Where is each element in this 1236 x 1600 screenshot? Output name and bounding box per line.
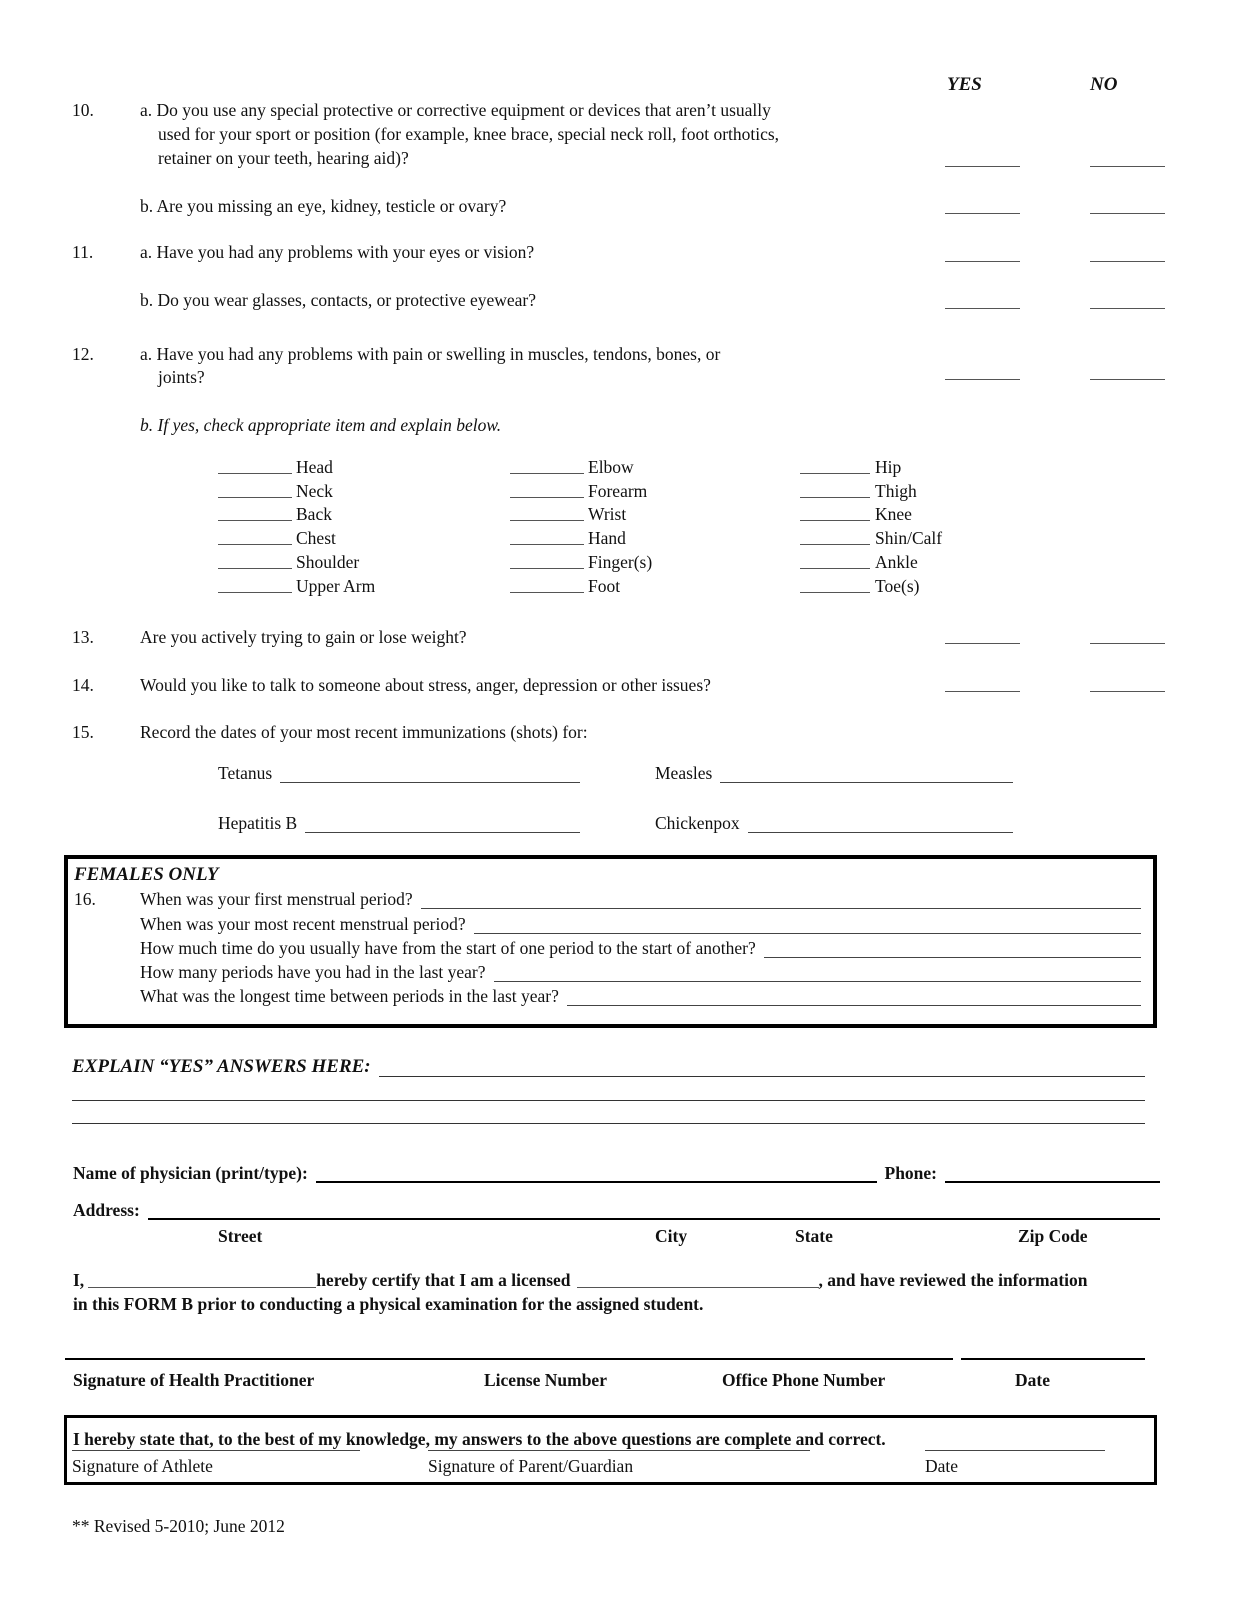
chickenpox-label: Chickenpox	[655, 813, 740, 833]
q16-longest-gap-text: What was the longest time between periods in the last year?	[140, 986, 559, 1006]
physician-row	[73, 1163, 1160, 1183]
q16-number: 16.	[74, 889, 96, 909]
q11b-yes-blank[interactable]	[945, 308, 1020, 309]
q12a-text-line1: a. Have you had any problems with pain or swelling in muscles, tendons, bones, or	[140, 344, 721, 364]
practitioner-date-line[interactable]	[961, 1358, 1145, 1360]
bodypart-knee-blank[interactable]	[800, 520, 870, 521]
bodypart-hip-blank[interactable]	[800, 473, 870, 474]
address-label: Address:	[73, 1200, 140, 1220]
q14-no-blank[interactable]	[1090, 691, 1165, 692]
bodypart-shoulder-label: Shoulder	[296, 552, 360, 572]
measles-label: Measles	[655, 763, 713, 783]
athlete-date-label: Date	[925, 1456, 959, 1476]
tetanus-date-line[interactable]	[280, 763, 580, 783]
q14-number: 14.	[72, 675, 94, 695]
measles-row	[655, 763, 1013, 783]
bodypart-foot-label: Foot	[588, 576, 621, 596]
chickenpox-row	[655, 813, 1013, 833]
q10a-yes-blank[interactable]	[945, 166, 1020, 167]
bodypart-thigh-blank[interactable]	[800, 497, 870, 498]
q14-yes-blank[interactable]	[945, 691, 1020, 692]
state-label: State	[795, 1226, 833, 1246]
bodypart-back-blank[interactable]	[218, 520, 292, 521]
q16-row-2	[140, 914, 1141, 934]
explain-yes-row	[72, 1057, 1145, 1077]
q16-row-5	[140, 986, 1141, 1006]
bodypart-shincalf-blank[interactable]	[800, 544, 870, 545]
bodypart-toes-label: Toe(s)	[875, 576, 920, 596]
certify-text-part2: hereby certify that I am a licensed	[316, 1270, 571, 1290]
bodypart-hand-blank[interactable]	[510, 544, 584, 545]
q10a-text-line2: used for your sport or position (for example, knee brace, special neck roll, foot orthotics,	[158, 124, 780, 144]
q13-no-blank[interactable]	[1090, 643, 1165, 644]
parent-signature-line[interactable]	[428, 1450, 810, 1451]
q11a-yes-blank[interactable]	[945, 261, 1020, 262]
bodypart-back-label: Back	[296, 504, 332, 524]
zip-code-label: Zip Code	[1018, 1226, 1088, 1246]
bodypart-ankle-blank[interactable]	[800, 568, 870, 569]
q16-row-3	[140, 938, 1141, 958]
bodypart-forearm-blank[interactable]	[510, 497, 584, 498]
tetanus-label: Tetanus	[218, 763, 273, 783]
street-label: Street	[218, 1226, 263, 1246]
certify-row	[73, 1270, 1088, 1290]
yes-column-header: YES	[947, 74, 982, 95]
q11a-text: a. Have you had any problems with your eyes or vision?	[140, 242, 535, 262]
address-line[interactable]	[148, 1200, 1160, 1220]
q10b-text: b. Are you missing an eye, kidney, testicle or ovary?	[140, 196, 507, 216]
q13-number: 13.	[72, 627, 94, 647]
q10a-no-blank[interactable]	[1090, 166, 1165, 167]
females-only-title: FEMALES ONLY	[74, 864, 219, 885]
license-number-label: License Number	[484, 1370, 607, 1390]
q12a-text-line2: joints?	[158, 367, 205, 387]
q16-row-4	[140, 962, 1141, 982]
q11-number: 11.	[72, 242, 94, 262]
athlete-signature-line[interactable]	[72, 1450, 360, 1451]
bodypart-fingers-label: Finger(s)	[588, 552, 653, 572]
physician-name-label: Name of physician (print/type):	[73, 1163, 308, 1183]
athlete-statement-box	[64, 1415, 1157, 1485]
hepatitis-b-label: Hepatitis B	[218, 813, 298, 833]
bodypart-neck-blank[interactable]	[218, 497, 292, 498]
bodypart-neck-label: Neck	[296, 481, 333, 501]
athlete-signature-label: Signature of Athlete	[72, 1456, 213, 1476]
bodypart-fingers-blank[interactable]	[510, 568, 584, 569]
bodypart-wrist-label: Wrist	[588, 504, 627, 524]
q10-number: 10.	[72, 100, 94, 120]
q13-text: Are you actively trying to gain or lose weight?	[140, 627, 467, 647]
q11a-no-blank[interactable]	[1090, 261, 1165, 262]
city-label: City	[655, 1226, 688, 1246]
bodypart-ankle-label: Ankle	[875, 552, 918, 572]
hepatitis-b-date-line[interactable]	[305, 813, 580, 833]
q15-number: 15.	[72, 722, 94, 742]
certify-text-part1: I,	[73, 1270, 85, 1290]
q11b-text: b. Do you wear glasses, contacts, or protective eyewear?	[140, 290, 537, 310]
measles-date-line[interactable]	[720, 763, 1013, 783]
q16-longest-gap-line[interactable]	[567, 986, 1141, 1006]
q12a-yes-blank[interactable]	[945, 379, 1020, 380]
office-phone-label: Office Phone Number	[722, 1370, 886, 1390]
no-column-header: NO	[1090, 74, 1118, 95]
q12b-instruction: b. If yes, check appropriate item and explain below.	[140, 415, 502, 435]
explain-yes-label: EXPLAIN “YES” ANSWERS HERE:	[72, 1056, 371, 1077]
certify-title-blank[interactable]	[577, 1270, 819, 1288]
explain-answer-line-2[interactable]	[72, 1100, 1145, 1101]
females-only-box	[64, 855, 1157, 1028]
bodypart-upperarm-blank[interactable]	[218, 592, 292, 593]
bodypart-hand-label: Hand	[588, 528, 626, 548]
q16-row-1	[140, 889, 1141, 909]
hepatitis-b-row	[218, 813, 580, 833]
q16-periods-last-year-line[interactable]	[494, 962, 1141, 982]
q14-text: Would you like to talk to someone about stress, anger, depression or other issues?	[140, 675, 711, 695]
q13-yes-blank[interactable]	[945, 643, 1020, 644]
q15-text: Record the dates of your most recent immunizations (shots) for:	[140, 722, 588, 742]
bodypart-foot-blank[interactable]	[510, 592, 584, 593]
parent-signature-label: Signature of Parent/Guardian	[428, 1456, 634, 1476]
phone-label: Phone:	[884, 1163, 937, 1183]
q16-recent-period-line[interactable]	[474, 914, 1141, 934]
q12-number: 12.	[72, 344, 94, 364]
q10a-text-line1: a. Do you use any special protective or corrective equipment or devices that aren’t usually	[140, 100, 771, 120]
q16-periods-last-year-text: How many periods have you had in the last year?	[140, 962, 486, 982]
address-row	[73, 1200, 1160, 1220]
bodypart-shincalf-label: Shin/Calf	[875, 528, 943, 548]
bodypart-elbow-blank[interactable]	[510, 473, 584, 474]
certify-text-part3: , and have reviewed the information	[818, 1270, 1088, 1290]
bodypart-toes-blank[interactable]	[800, 592, 870, 593]
bodypart-upperarm-label: Upper Arm	[296, 576, 376, 596]
q12a-no-blank[interactable]	[1090, 379, 1165, 380]
bodypart-forearm-label: Forearm	[588, 481, 648, 501]
athlete-statement-text: I hereby state that, to the best of my knowledge, my answers to the above questions are complete and correct.	[73, 1429, 886, 1449]
athlete-date-line[interactable]	[925, 1450, 1105, 1451]
bodypart-knee-label: Knee	[875, 504, 912, 524]
practitioner-signature-line[interactable]	[65, 1358, 953, 1360]
tetanus-row	[218, 763, 580, 783]
q16-first-period-text: When was your first menstrual period?	[140, 889, 413, 909]
practitioner-date-label: Date	[1015, 1370, 1050, 1390]
bodypart-chest-label: Chest	[296, 528, 336, 548]
q16-first-period-line[interactable]	[421, 889, 1141, 909]
bodypart-head-blank[interactable]	[218, 473, 292, 474]
bodypart-wrist-blank[interactable]	[510, 520, 584, 521]
explain-answer-line-3[interactable]	[72, 1123, 1145, 1124]
q11b-no-blank[interactable]	[1090, 308, 1165, 309]
revision-footer: ** Revised 5-2010; June 2012	[72, 1516, 285, 1536]
certify-name-blank[interactable]	[88, 1270, 316, 1288]
bodypart-head-label: Head	[296, 457, 333, 477]
bodypart-shoulder-blank[interactable]	[218, 568, 292, 569]
q10b-yes-blank[interactable]	[945, 213, 1020, 214]
physician-name-line[interactable]	[316, 1163, 877, 1183]
q16-cycle-length-text: How much time do you usually have from the start of one period to the start of another?	[140, 938, 756, 958]
q10a-text-line3: retainer on your teeth, hearing aid)?	[158, 148, 409, 168]
bodypart-chest-blank[interactable]	[218, 544, 292, 545]
bodypart-elbow-label: Elbow	[588, 457, 634, 477]
practitioner-signature-label: Signature of Health Practitioner	[73, 1370, 315, 1390]
certify-text-line2: in this FORM B prior to conducting a physical examination for the assigned student.	[73, 1294, 704, 1314]
phone-line[interactable]	[945, 1163, 1160, 1183]
chickenpox-date-line[interactable]	[748, 813, 1013, 833]
q16-cycle-length-line[interactable]	[764, 938, 1141, 958]
q16-recent-period-text: When was your most recent menstrual period?	[140, 914, 466, 934]
bodypart-hip-label: Hip	[875, 457, 902, 477]
explain-answer-line-1[interactable]	[379, 1057, 1145, 1077]
q10b-no-blank[interactable]	[1090, 213, 1165, 214]
bodypart-thigh-label: Thigh	[875, 481, 917, 501]
